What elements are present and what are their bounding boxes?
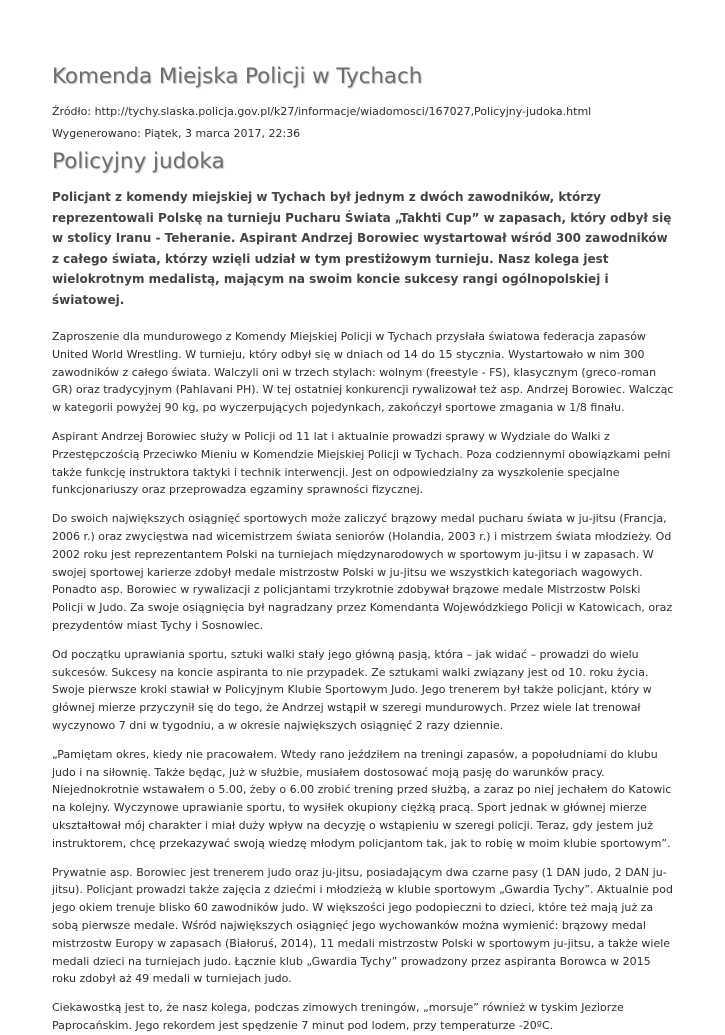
site-title: Komenda Miejska Policji w Tychach bbox=[52, 64, 423, 89]
article-paragraph: Od początku uprawiania sportu, sztuki walki stały jego główną pasją, która – jak widać – prowadzi do wielu sukcesów. Sukcesy na koncie aspiranta to nie przypadek. Ze sztukami walki związany jest od 10. roku życia. Swoje pierwsze kroki stawiał w Policyjnym Klubie Sportowym Judo. Jego trenerem był także policjant, który w głównej mierze przyczynił się do tego, że Andrzej wstąpił w szeregi mundurowych. Przez wiele lat trenował wyczynowo 7 dni w tygodniu, a w okresie największych osiągnięć 2 razy dziennie. bbox=[52, 647, 652, 732]
generated-line: Wygenerowano: Piątek, 3 marca 2017, 22:36 bbox=[52, 126, 301, 140]
article-paragraph: Aspirant Andrzej Borowiec służy w Policji od 11 lat i aktualnie prowadzi sprawy w Wydziale do Walki z Przestępczością Przeciwko Mieniu w Komendzie Miejskiej Policji w Tychach. Poza codziennymi obowiązkami pełni także funkcję instruktora taktyki i technik interwencji. Jest on odpowiedzialny za wyszkolenie specjalne funkcjonariuszy oraz przeprowadza egzaminy sprawności fizycznej. bbox=[52, 429, 671, 497]
article-lead: Policjant z komendy miejskiej w Tychach był jednym z dwóch zawodników, którzy reprezentowali Polskę na turnieju Pucharu Świata „Takhti Cup” w zapasach, który odbył się w stolicy Iranu - Teheranie. Aspirant Andrzej Borowiec wystartował wśród 300 zawodników z całego świata, którzy wzięli udział w tym prestiżowym turnieju. Nasz kolega jest wielokrotnym medalistą, mającym na swoim koncie sukcesy rangi ogólnopolskiej i światowej. bbox=[52, 190, 672, 307]
article-paragraph: Do swoich największych osiągnięć sportowych może zaliczyć brązowy medal pucharu świata w ju-jitsu (Francja, 2006 r.) oraz zwycięstwa nad wicemistrzem świata seniorów (Holandia, 2003 r.) i mistrzem świata młodzieży. Od 2002 roku jest reprezentantem Polski na turniejach międzynarodowych w sportowym ju-jitsu i w zapasach. W swojej sportowej karierze zdobył medale mistrzostw Polski w ju-jitsu we wszystkich kategoriach wagowych. Ponadto asp. Borowiec w rywalizacji z policjantami trzykrotnie zdobywał brązowe medale Mistrzostw Polski Policji w Judo. Za swoje osiągnięcia był nagradzany przez Komendanta Wojewódzkiego Policji w Katowicach, oraz prezydentów miast Tychy i Sosnowiec. bbox=[52, 512, 673, 632]
article-paragraph: Prywatnie asp. Borowiec jest trenerem judo oraz ju-jitsu, posiadającym dwa czarne pasy (1 DAN judo, 2 DAN ju-jitsu). Policjant prowadzi także zajęcia z dziećmi i młodzieżą w klubie sportowym „Gwardia Tychy”. Aktualnie pod jego okiem trenuje blisko 60 zawodników judo. W większości jego podopieczni to dzieci, które też mają już za sobą pierwsze medale. Wśród największych osiągnięć jego wychowanków można wymienić: brązowy medal mistrzostw Europy w zapasach (Białoruś, 2014), 11 medali mistrzostw Polski w sportowym ju-jitsu, a także wiele medali dzieci na turniejach judo. Łącznie klub „Gwardia Tychy” prowadzony przez aspiranta Borowca w 2015 roku zdobył aż 49 medali w turniejach judo. bbox=[52, 865, 673, 986]
article-paragraph: „Pamiętam okres, kiedy nie pracowałem. Wtedy rano jeździłem na treningi zapasów, a popołudniami do klubu judo i na siłownię. Także będąc, już w służbie, musiałem dostosować moją pasję do warunków pracy. Niejednokrotnie wstawałem o 5.00, żeby o 6.00 zrobić trening przed służbą, a zaraz po niej jechałem do Katowic na kolejny. Wyczynowe uprawianie sportu, to wysiłek okupiony ciężką pracą. Sport jednak w głównej mierze ukształtował mój charakter i miał duży wpływ na decyzję o wstąpieniu w szeregi policji. Teraz, gdy jestem już instruktorem, chcę przekazywać swoją wiedzę młodym policjantom tak, jak to robię w moim klubie sportowym”. bbox=[52, 747, 672, 850]
article-paragraph: Zaproszenie dla mundurowego z Komendy Miejskiej Policji w Tychach przysłała światowa federacja zapasów United World Wrestling. W turnieju, który odbył się w dniach od 14 do 15 stycznia. Wystartowało w nim 300 zawodników z całego świata. Walczyli oni w trzech stylach: wolnym (freestyle - FS), klasycznym (greco-roman GR) oraz tradycyjnym (Pahlavani PH). W tej ostatniej konkurencji rywalizował też asp. Andrzej Borowiec. Walcząc w kategorii powyżej 90 kg, po wyczerpujących pojedynkach, zakończył sportowe zmagania w 1/8 finału. bbox=[52, 330, 674, 415]
article-paragraph: Ciekawostką jest to, że nasz kolega, podczas zimowych treningów, „morsuje” również w tyskim Jeziorze Paprocańskim. Jego rekordem jest spędzenie 7 minut pod lodem, przy temperaturze -20ºC. bbox=[52, 1001, 624, 1032]
article-title: Policyjny judoka bbox=[52, 149, 225, 174]
source-line: Źródło: http://tychy.slaska.policja.gov.pl/k27/informacje/wiadomosci/167027,Policyjny-judoka.html bbox=[52, 105, 592, 118]
